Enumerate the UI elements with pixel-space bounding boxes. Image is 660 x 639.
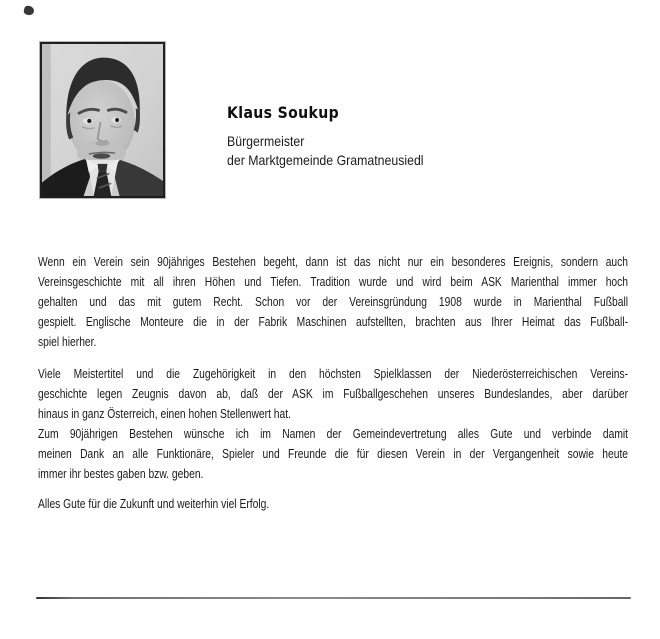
person-title-line-2: der Marktgemeinde Gramatneusiedl [227, 152, 424, 168]
paragraph [38, 364, 628, 484]
person-title [227, 132, 491, 170]
author-block [227, 103, 491, 170]
person-name: Klaus Soukup [227, 103, 340, 122]
text-line: Zum 90jährigen Bestehen wünsche ich im Namen der Gemeindevertretung alles Gute und verbinde damit [38, 426, 629, 441]
text-line: immer ihr bestes gaben bzw. geben. [38, 466, 204, 481]
text-line: spiel hierher. [38, 334, 97, 349]
greeting-text [38, 252, 628, 514]
text-line: gehalten und das mit gutem Recht. Schon vor der Vereinsgründung 1908 wurde in Marienthal Fußball [38, 294, 629, 309]
ink-blot-mark [23, 5, 35, 16]
portrait-illustration [42, 44, 163, 196]
bottom-rule [36, 597, 631, 599]
portrait-photo [40, 42, 165, 198]
text-line: Vereinsgeschichte mit all ihren Höhen und Tiefen. Tradition wurde und wird beim ASK Marienthal immer hoch [38, 274, 629, 289]
text-line: meinen Dank an alle Funktionäre, Spieler und Freunde die für diesen Verein in der Vergangenheit sowie heute [38, 446, 629, 461]
text-line: Viele Meistertitel und die Zugehörigkeit in den höchsten Spielklassen der Niederösterreichischen Vereins- [38, 366, 629, 381]
text-line: geschichte legen Zeugnis davon ab, daß der ASK im Fußballgeschehen unseres Bundeslandes, aber darüber [38, 386, 629, 401]
person-title-line-1: Bürgermeister [227, 133, 305, 149]
paragraph [38, 494, 628, 514]
paragraph [38, 252, 628, 352]
text-line: hinaus in ganz Österreich, einen hohen Stellenwert hat. [38, 406, 291, 421]
text-line: Alles Gute für die Zukunft und weiterhin viel Erfolg. [38, 496, 270, 511]
text-line: Wenn ein Verein sein 90jähriges Bestehen begeht, dann ist das nicht nur ein besonderes Ereignis, sondern auch [38, 254, 629, 269]
text-line: gespielt. Englische Monteure die in der Fabrik Maschinen aufstellten, brachten aus Ihrer Heimat das Fußball- [38, 314, 629, 329]
